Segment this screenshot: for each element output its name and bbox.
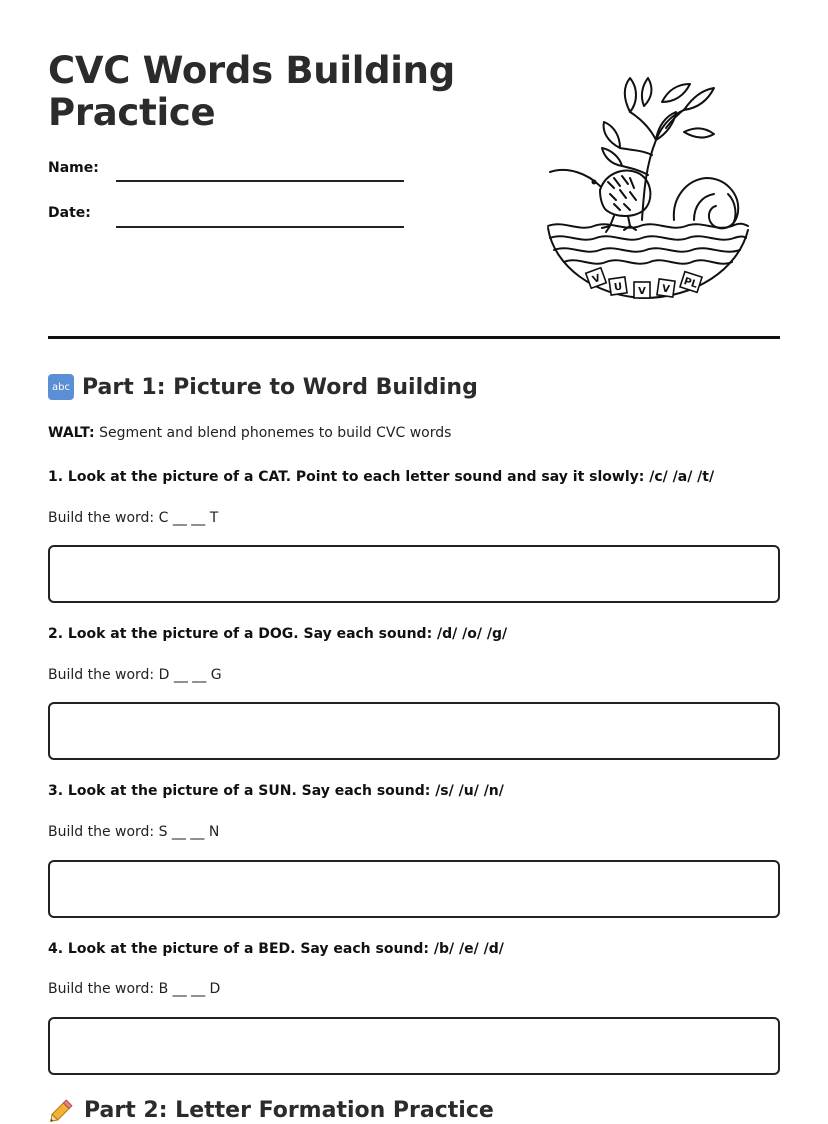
part1-heading	[48, 374, 478, 400]
walt-text: Segment and blend phonemes to build CVC words	[99, 425, 452, 441]
question-3-prompt: 3. Look at the picture of a SUN. Say each sound: /s/ /u/ /n/	[48, 783, 504, 799]
question-1-answer-box[interactable]	[48, 545, 780, 603]
svg-text:V: V	[590, 272, 603, 286]
question-4-answer-box[interactable]	[48, 1017, 780, 1075]
part2-title: Part 2: Letter Formation Practice	[84, 1097, 494, 1123]
pencil-icon	[48, 1096, 76, 1124]
abc-icon: abc	[48, 374, 74, 400]
question-1-build: Build the word: C __ __ T	[48, 510, 219, 526]
walt-statement	[48, 425, 451, 441]
svg-text:V: V	[638, 286, 646, 297]
page-title: CVC Words Building Practice	[48, 49, 455, 134]
question-2-answer-box[interactable]	[48, 702, 780, 760]
question-1-prompt: 1. Look at the picture of a CAT. Point to each letter sound and say it slowly: /c/ /a/ /t/	[48, 469, 715, 485]
question-4-prompt: 4. Look at the picture of a BED. Say each sound: /b/ /e/ /d/	[48, 941, 504, 957]
part1-title: Part 1: Picture to Word Building	[82, 374, 478, 400]
name-label: Name:	[48, 160, 99, 176]
svg-text:PL: PL	[682, 276, 699, 291]
question-3-build: Build the word: S __ __ N	[48, 824, 220, 840]
name-field[interactable]	[116, 180, 404, 182]
question-2-build: Build the word: D __ __ G	[48, 667, 222, 683]
walt-label: WALT:	[48, 425, 95, 441]
kiwi-tree-wave-logo-icon	[544, 70, 750, 302]
date-label: Date:	[48, 205, 91, 221]
question-2-prompt: 2. Look at the picture of a DOG. Say each sound: /d/ /o/ /g/	[48, 626, 508, 642]
part2-heading	[48, 1096, 494, 1124]
svg-text:V: V	[661, 283, 671, 296]
question-3-answer-box[interactable]	[48, 860, 780, 918]
svg-text:U: U	[613, 281, 623, 294]
header-divider	[48, 336, 780, 339]
date-field[interactable]	[116, 226, 404, 228]
question-4-build: Build the word: B __ __ D	[48, 981, 221, 997]
